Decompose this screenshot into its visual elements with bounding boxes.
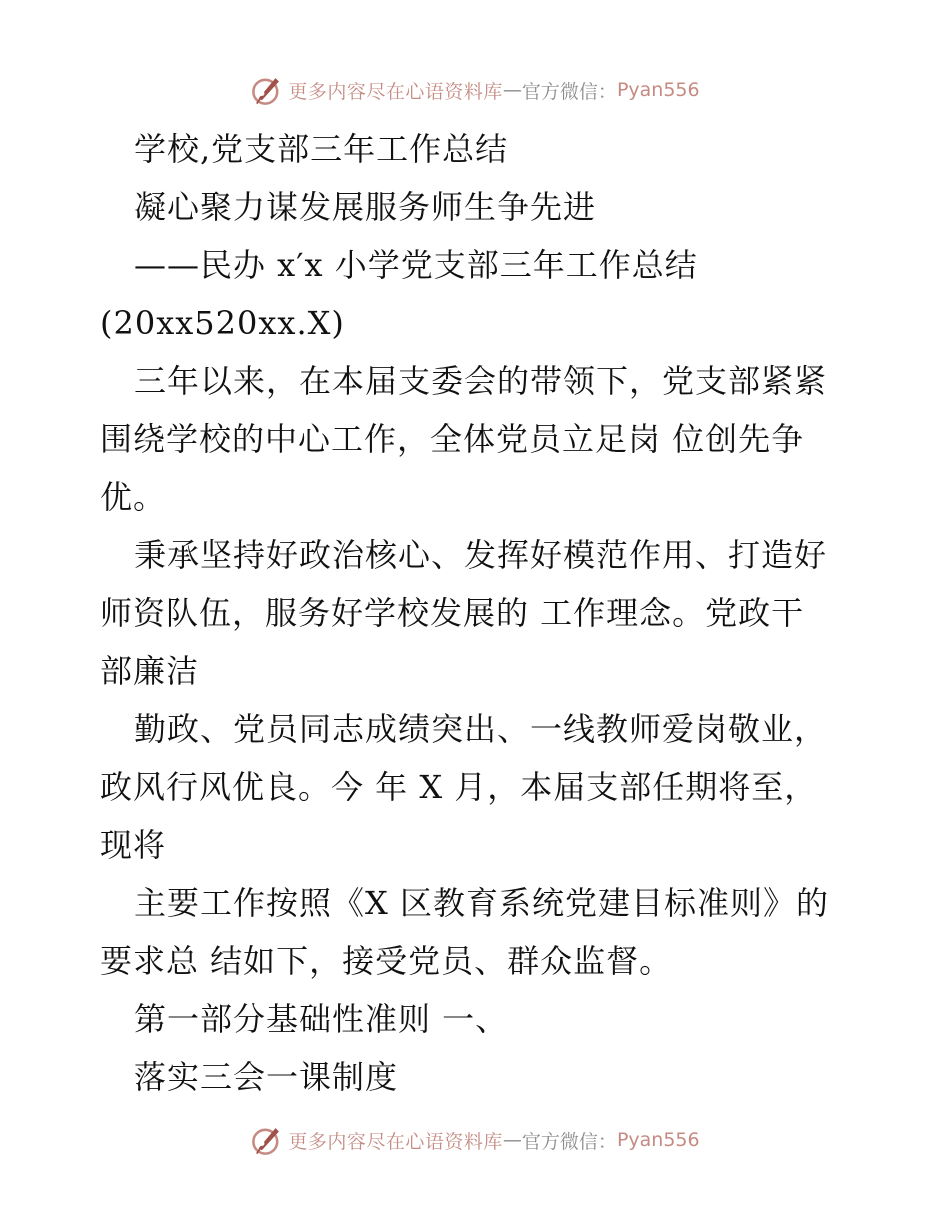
paragraph-line: 主要工作按照《X 区教育系统党建目标准则》的 <box>134 884 829 922</box>
section-subheading: 落实三会一课制度 <box>134 1058 399 1096</box>
document-title: 学校,党支部三年工作总结 <box>134 130 509 168</box>
watermark-dash: — <box>502 1129 522 1151</box>
paragraph-line: 勤政、党员同志成绩突出、一线教师爱岗敬业， <box>134 710 828 748</box>
watermark-id: Pyan556 <box>616 1129 700 1151</box>
document-subtitle: 凝心聚力谋发展服务师生争先进 <box>134 188 597 226</box>
watermark-header <box>0 70 950 110</box>
paragraph-line: 秉承坚持好政治核心、发挥好模范作用、打造好 <box>134 536 828 574</box>
paragraph-line: 优。 <box>100 478 167 516</box>
paragraph-line: 现将 <box>100 826 167 864</box>
quill-pen-logo-icon <box>250 1123 284 1157</box>
section-heading: 第一部分基础性准则 一、 <box>134 1000 509 1038</box>
watermark-footer <box>0 1120 950 1160</box>
paragraph-line: 政风行风优良。今 年 X 月，本届支部任期将至， <box>100 768 818 806</box>
paragraph-line: 围绕学校的中心工作，全体党员立足岗 位创先争 <box>100 420 805 458</box>
paragraph-line: 部廉洁 <box>100 652 200 690</box>
paragraph-line: 要求总 结如下，接受党员、群众监督。 <box>100 942 673 980</box>
document-subheading: ——民办 x′x 小学党支部三年工作总结 <box>134 246 698 284</box>
watermark-label: 官方微信： <box>521 80 617 103</box>
watermark-text: 更多内容尽在心语资料库 <box>288 80 503 103</box>
document-body <box>100 120 860 1106</box>
watermark-label: 官方微信： <box>521 1130 617 1153</box>
watermark-id: Pyan556 <box>616 79 700 101</box>
paragraph-line: 师资队伍，服务好学校发展的 工作理念。党政干 <box>100 594 805 632</box>
quill-pen-logo-icon <box>250 73 284 107</box>
watermark-text: 更多内容尽在心语资料库 <box>288 1130 503 1153</box>
document-date-range: (20xx520xx.X) <box>100 304 345 342</box>
watermark-dash: — <box>502 79 522 101</box>
paragraph-line: 三年以来，在本届支委会的带领下，党支部紧紧 <box>134 362 828 400</box>
